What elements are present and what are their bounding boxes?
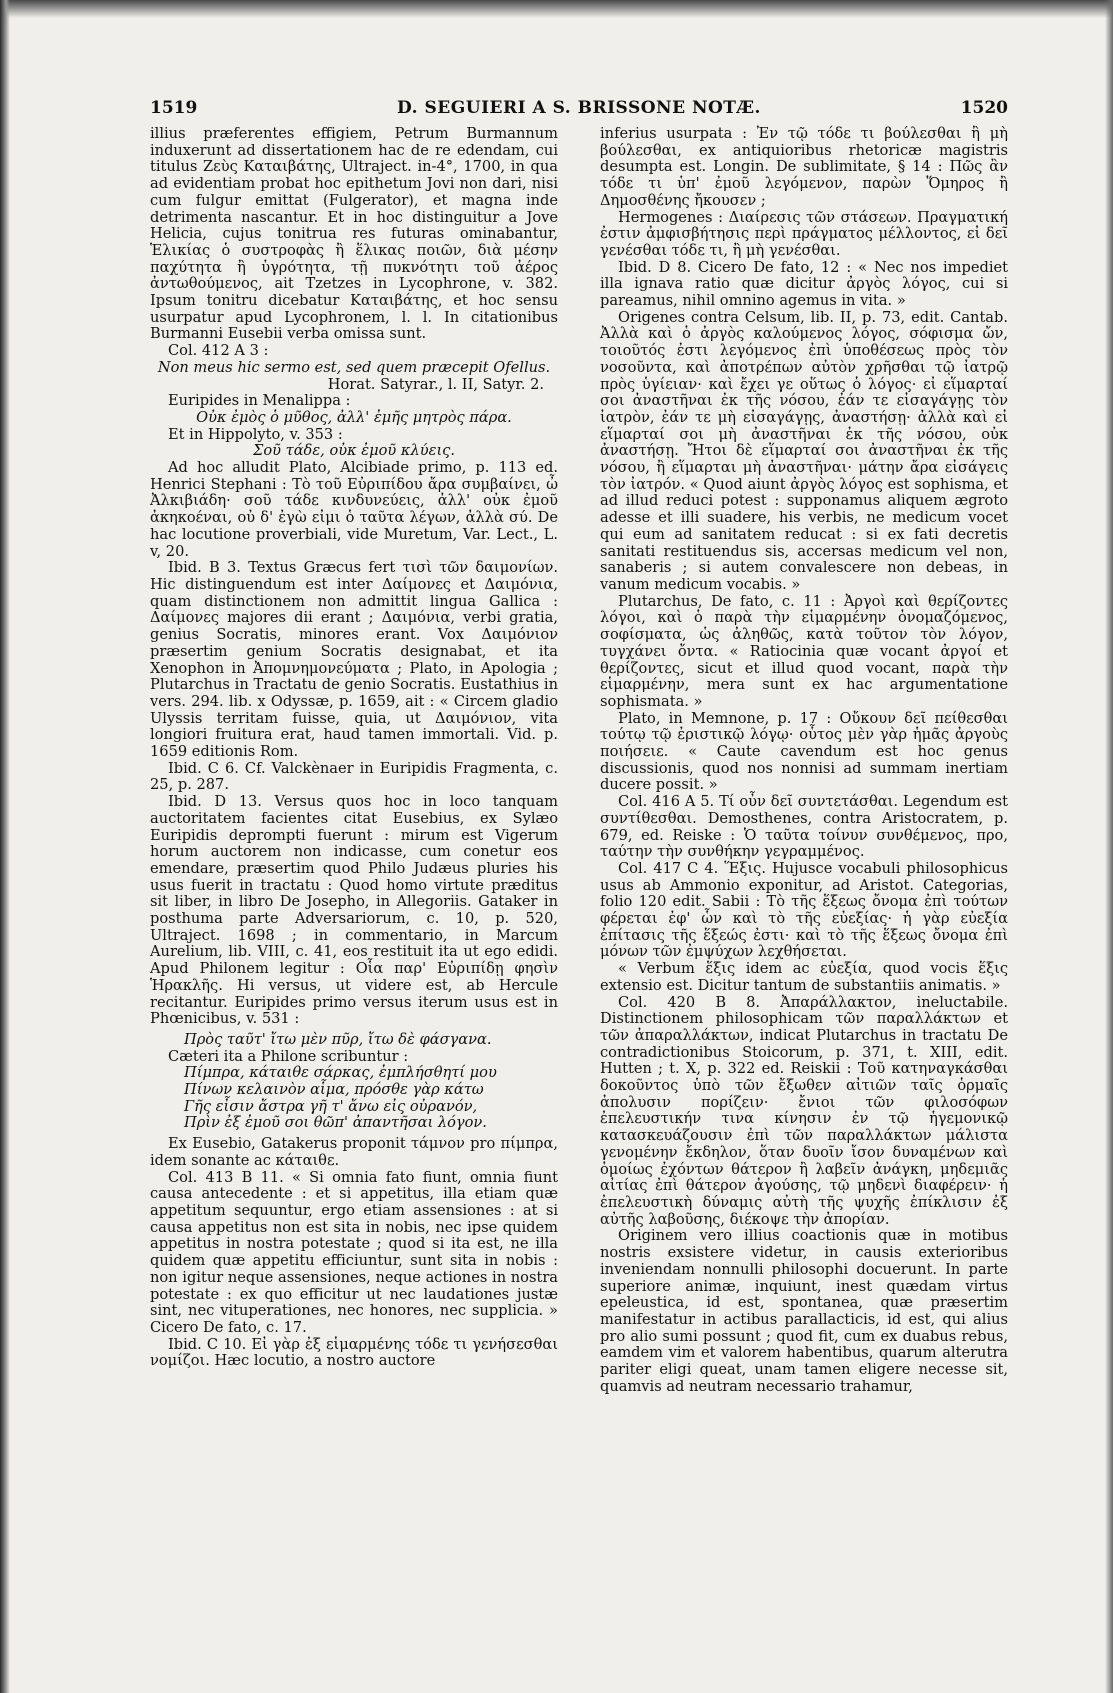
paragraph: « Verbum ἕξις idem ac εὐεξία, quod vocis ἕξις extensio est. Dicitur tantum de substantiis animatis. » xyxy=(600,960,1008,994)
paragraph: Plutarchus, De fato, c. 11 : Ἀργοὶ καὶ θερίζοντες λόγοι, καὶ ὁ παρὰ τὴν εἱμαρμένην ὀνομαζόμενος, σοφίσματα, ὡς ἀληθῶς, κατὰ τοῦτον τὸν λόγον, τυγχάνει ὄντα. « Ratiocinia quæ vocant ἀργοί et θερίζοντες, sicut et illud quod vocant, παρὰ τὴν εἱμαρμένην, mera sunt ex hac argumentatione sophismata. » xyxy=(600,592,1008,710)
paragraph: Hermogenes : Διαίρεσις τῶν στάσεων. Πραγματική ἐστιν ἀμφισβήτησις περὶ πράγματος μέλλοντος, εἰ δεῖ γενέσθαι τόδε τι, ἢ μὴ γενέσθαι. xyxy=(600,208,1008,259)
paragraph: Horat. Satyrar., l. II, Satyr. 2. xyxy=(327,375,544,393)
page-number-left: 1519 xyxy=(150,98,198,118)
paragraph: Col. 413 B 11. « Si omnia fato fiunt, omnia fiunt causa antecedente : et si appetitus, illa etiam quæ appetitum sequuntur, ergo etiam assensiones : at si causa appetitus non est sita in nobis, nec ipse quidem appetitus in nostra potestate ; quod si ita est, ne illa quidem quæ appetitu efficiuntur, sunt sita in nobis : non igitur neque assensiones, neque actiones in nostra potestate : ex quo efficitur ut nec laudationes justæ sint, nec vituperationes, nec honores, nec supplicia. » Cicero De fato, c. 17. xyxy=(150,1168,558,1336)
page-header xyxy=(150,98,1008,128)
paragraph: Γῆς εἶσιν ἄστρα γῆ τ' ἄνω εἰς οὐρανόν, xyxy=(184,1097,478,1115)
paragraph: Col. 420 B 8. Ἀπαράλλακτον, ineluctabile. Distinctionem philosophicam τῶν παραλλάκτων et τῶν ἀπαραλλάκτων, indicat Plutarchus in tractatu De contradictionibus Stoicorum, p. 371, t. XIII, edit. Hutten ; t. X, p. 322 ed. Reiskii : Τοῦ κατηναγκάσθαι δοκοῦντος ὑπὸ τῶν ἔξωθεν αἰτιῶν ταῖς ὁρμαῖς ἀπολυσιν πορίζειν· ἔνιοι τῶν φιλοσόφων ἐπελευστικήν τινα κίνησιν ἐν τῷ ἡγεμονικῷ κατασκευάζουσιν ἐπὶ τῶν παραλλάκτων μάλιστα γενομένην ἔκδηλον, ὅταν δυοῖν ἴσον δυναμένων καὶ ὁμοίως ἐχόντων θάτερον ἢ λαβεῖν ἀνάγκη, μηδεμιᾶς αἰτίας ἐπὶ θάτερον ἀγούσης, τῷ μηδενὶ διαφέρειν· ἡ ἐπελευστικὴ δύναμις αὐτὴ τῆς ψυχῆς ἐπίκλισιν ἐξ αὐτῆς λαβοῦσης, διέκοψε τὴν ἀπορίαν. xyxy=(600,993,1008,1228)
paragraph: Ibid. D 8. Cicero De fato, 12 : « Nec nos impediet illa ignava ratio quæ dicitur ἀργὸς λόγος, cui si pareamus, nihil omnino agemus in vita. » xyxy=(600,258,1008,310)
scan-right-edge xyxy=(1105,0,1113,1693)
page-number-right: 1520 xyxy=(960,98,1008,118)
paragraph: Et in Hippolyto, v. 353 : xyxy=(168,425,343,443)
paragraph: Πρὸς ταῦτ' ἴτω μὲν πῦρ, ἴτω δὲ φάσγανα. xyxy=(184,1030,492,1048)
paragraph: Οὐκ ἐμὸς ὁ μῦθος, ἀλλ' ἐμῆς μητρὸς πάρα. xyxy=(196,408,512,426)
paragraph: Col. 417 C 4. Ἕξις. Hujusce vocabuli philosophicus usus ab Ammonio exponitur, ad Aristot. Categorias, folio 120 edit. Sabii : Τὸ τῆς ἕξεως ὄνομα ἐπὶ τούτων φέρεται ἐφ' ὧν καὶ τὸ τῆς εὐεξίας· ἡ γὰρ εὐεξία ἐπίτασις τῆς ἕξεώς ἐστι· καὶ τὸ τῆς ἕξεως ὄνομα ἐπὶ μόνων τῶν ἐμψύχων λεχθήσεται. xyxy=(600,859,1008,961)
paragraph: Originem vero illius coactionis quæ in motibus nostris exsistere videtur, in causis exterioribus inveniendam nonnulli philosophi docuerunt. In parte superiore animæ, inquiunt, inest quædam virtus epeleustica, id est, spontanea, quæ præsertim manifestatur in actibus parallacticis, id est, qui alius pro alio sumi possunt ; quod fit, cum ex duabus rebus, eamdem vim et valorem habentibus, quarum alterutra pariter eligi queat, unam tamen eligere necesse sit, quamvis ad neutram necessario trahamur, xyxy=(600,1227,1008,1395)
paragraph: Ibid. C 6. Cf. Valckènaer in Euripidis Fragmenta, c. 25, p. 287. xyxy=(150,759,558,794)
left-column xyxy=(150,126,558,1370)
paragraph: Ex Eusebio, Gatakerus proponit τάμνον pro πίμπρα, idem sonante ac κάταιθε. xyxy=(150,1135,558,1169)
paragraph: Ad hoc alludit Plato, Alcibiade primo, p. 113 ed. Henrici Stephani : Τὸ τοῦ Εὐριπίδου ἄρα συμβαίνει, ὦ Ἀλκιβιάδη· σοῦ τάδε κινδυνεύεις, ἀλλ' οὐκ ἐμοῦ ἀκηκοέναι, οὐ δ' ἐγὼ εἰμι ὁ ταῦτα λέγων, ἀλλὰ σύ. De hac locutione proverbiali, vide Muretum, Var. Lect., L. v, 20. xyxy=(150,459,558,560)
scan-top-shadow xyxy=(0,0,1113,18)
paragraph: Ibid. C 10. Εἰ γὰρ ἐξ εἱμαρμένης τόδε τι γενήσεσθαι νομίζοι. Hæc locutio, a nostro auctore xyxy=(150,1335,558,1370)
paragraph: Origenes contra Celsum, lib. II, p. 73, edit. Cantab. Ἀλλὰ καὶ ὁ ἀργὸς καλούμενος λόγος, σόφισμα ὤν, τοιοῦτός ἐστι λεγόμενος ἐπὶ ὑποθέσεως πρὸς τὸν νοσοῦντα, καὶ ἀποτρέπων αὐτὸν χρῆσθαι τῷ ἰατρῷ πρὸς ὑγίειαν· καὶ ἔχει γε οὕτως ὁ λόγος· εἰ εἵμαρταί σοι ἀναστῆναι ἐκ τῆς νόσου, ἐάν τε εἰσαγάγῃς τὸν ἰατρὸν, ἐάν τε μὴ εἰσαγάγῃς, ἀναστήσῃ· ἀλλὰ καὶ εἰ εἵμαρταί σοι μὴ ἀναστῆναι ἐκ τῆς νόσου, οὐκ ἀναστήσῃ. Ἤτοι δὲ εἵμαρταί σοι ἀναστῆναι ἐκ τῆς νόσου, ἢ εἵμαρται μὴ ἀναστῆναι· μάτην ἄρα εἰσάγεις τὸν ἰατρόν. « Quod aiunt ἀργὸς λόγος est sophisma, et ad illud reduci potest : supponamus aliquem ægroto adesse et illi suadere, his verbis, ne medicum vocet qui eum ad sanitatem reducat : si ex fati decretis sanitati restituendus sis, accersas medicum vel non, sanaberis ; si autem convalescere non debeas, in vanum medicum vocabis. » xyxy=(600,308,1008,593)
paragraph: illius præferentes effigiem, Petrum Burmannum induxerunt ad dissertationem hac de re edendam, cui titulus Ζεὺς Καταιβάτης, Ultraject. in-4°, 1700, in qua ad evidentiam probat hoc epithetum Jovi non dari, nisi cum fulgur emittat (Fulgerator), et magna inde detrimenta nascantur. Et in hoc distinguitur a Jove Helicia, cujus tonitrua res futuras ominabantur, Ἑλικίας ὁ συστροφὰς ἢ ἕλικας ποιῶν, διὰ μέσην παχύτητα ἢ ὑγρότητα, τῇ πυκνότητι τοῦ ἀέρος ἀντωθούμενος, ait Tzetzes in Lycophrone, v. 382. Ipsum tonitru dicebatur Καταιβάτης, et hoc sensu usurpatur apud Lycophronem, l. l. In citationibus Burmanni Eusebii verba omissa sunt. xyxy=(150,125,558,343)
right-column xyxy=(600,126,1008,1395)
paragraph: Euripides in Menalippa : xyxy=(168,392,351,410)
paragraph: Σοῦ τάδε, οὐκ ἐμοῦ κλύεις. xyxy=(253,442,455,460)
scan-left-edge xyxy=(0,0,10,1693)
paragraph: Πίνων κελαινὸν αἷμα, πρόσθε γὰρ κάτω xyxy=(184,1081,484,1099)
paragraph: Πίμπρα, κάταιθε σάρκας, ἐμπλήσθητί μου xyxy=(184,1064,497,1082)
paragraph: Col. 412 A 3 : xyxy=(168,342,269,360)
paragraph: Ibid. D 13. Versus quos hoc in loco tanquam auctoritatem facientes citat Eusebius, ex Sylæo Euripidis deprompti fuerunt : mirum est Vigerum horum auctorem non indicasse, cum conetur eos emendare, præsertim quod Philo Judæus pluries his usus fuerit in tractatu : Quod homo virtute præditus sit liber, in libro De Josepho, in Allegoriis. Gataker in posthuma parte Adversariorum, c. 10, p. 520, Ultraject. 1698 ; in commentario, in Marcum Aurelium, lib. VIII, c. 41, eos restituit ita ut ego edidi. Apud Philonem legitur : Οἷα παρ' Εὐριπίδῃ φησὶν Ἡρακλῆς. Hi versus, ut videre est, ab Hercule recitantur. Euripides primo versus iterum usus est in Phœnicibus, v. 531 : xyxy=(150,793,558,1028)
paragraph: inferius usurpata : Ἐν τῷ τόδε τι βούλεσθαι ἢ μὴ βούλεσθαι, ex antiquioribus rhetoricæ magistris desumpta est. Longin. De sublimitate, § 14 : Πῶς ἂν τόδε τι ὑπ' ἐμοῦ λεγόμενον, παρὼν Ὅμηρος ἢ Δημοσθένης ἤκουσεν ; xyxy=(600,125,1008,209)
paragraph: Ibid. B 3. Textus Græcus fert τισὶ τῶν δαιμονίων. Hic distinguendum est inter Δαίμονες et Δαιμόνια, quam distinctionem non admittit lingua Gallica : Δαίμονες majores dii erant ; Δαιμόνια, verbi gratia, genius Socratis, minores erant. Vox Δαιμόνιον præsertim genium Socratis designabat, et ita Xenophon in Ἀπομνημονεύματα ; Plato, in Apologia ; Plutarchus in Tractatu de genio Socratis. Eustathius in vers. 294. lib. x Odyssæ, p. 1659, ait : « Circem gladio Ulyssis territam fuisse, quia, ut Δαιμόνιον, vita longiori fruitura erat, haud tamen immortali. Vid. p. 1659 editionis Rom. xyxy=(150,559,558,761)
paragraph: Πρὶν ἐξ ἐμοῦ σοι θῶπ' ἀπαντῆσαι λόγον. xyxy=(184,1114,487,1132)
paragraph: Non meus hic sermo est, sed quem præcepit Ofellus. xyxy=(157,358,551,376)
paragraph: Cæteri ita a Philone scribuntur : xyxy=(168,1047,409,1065)
paragraph: Col. 416 A 5. Τί οὖν δεῖ συντετάσθαι. Legendum est συντίθεσθαι. Demosthenes, contra Aristocratem, p. 679, ed. Reiske : Ὁ ταῦτα τοίνυν συνθέμενος, προ, ταύτην τὴν συνθήκην γεγραμμένος. xyxy=(600,793,1008,861)
paragraph: Plato, in Memnone, p. 17 : Οὔκουν δεῖ πείθεσθαι τούτῳ τῷ ἐριστικῷ λόγῳ· οὗτος μὲν γὰρ ἡμᾶς ἀργοὺς ποιήσειε. « Caute cavendum est hoc genus discussionis, quod nos nonnisi ad summam inertiam ducere possit. » xyxy=(600,709,1008,794)
running-title: D. SEGUIERI A S. BRISSONE NOTÆ. xyxy=(397,98,761,118)
